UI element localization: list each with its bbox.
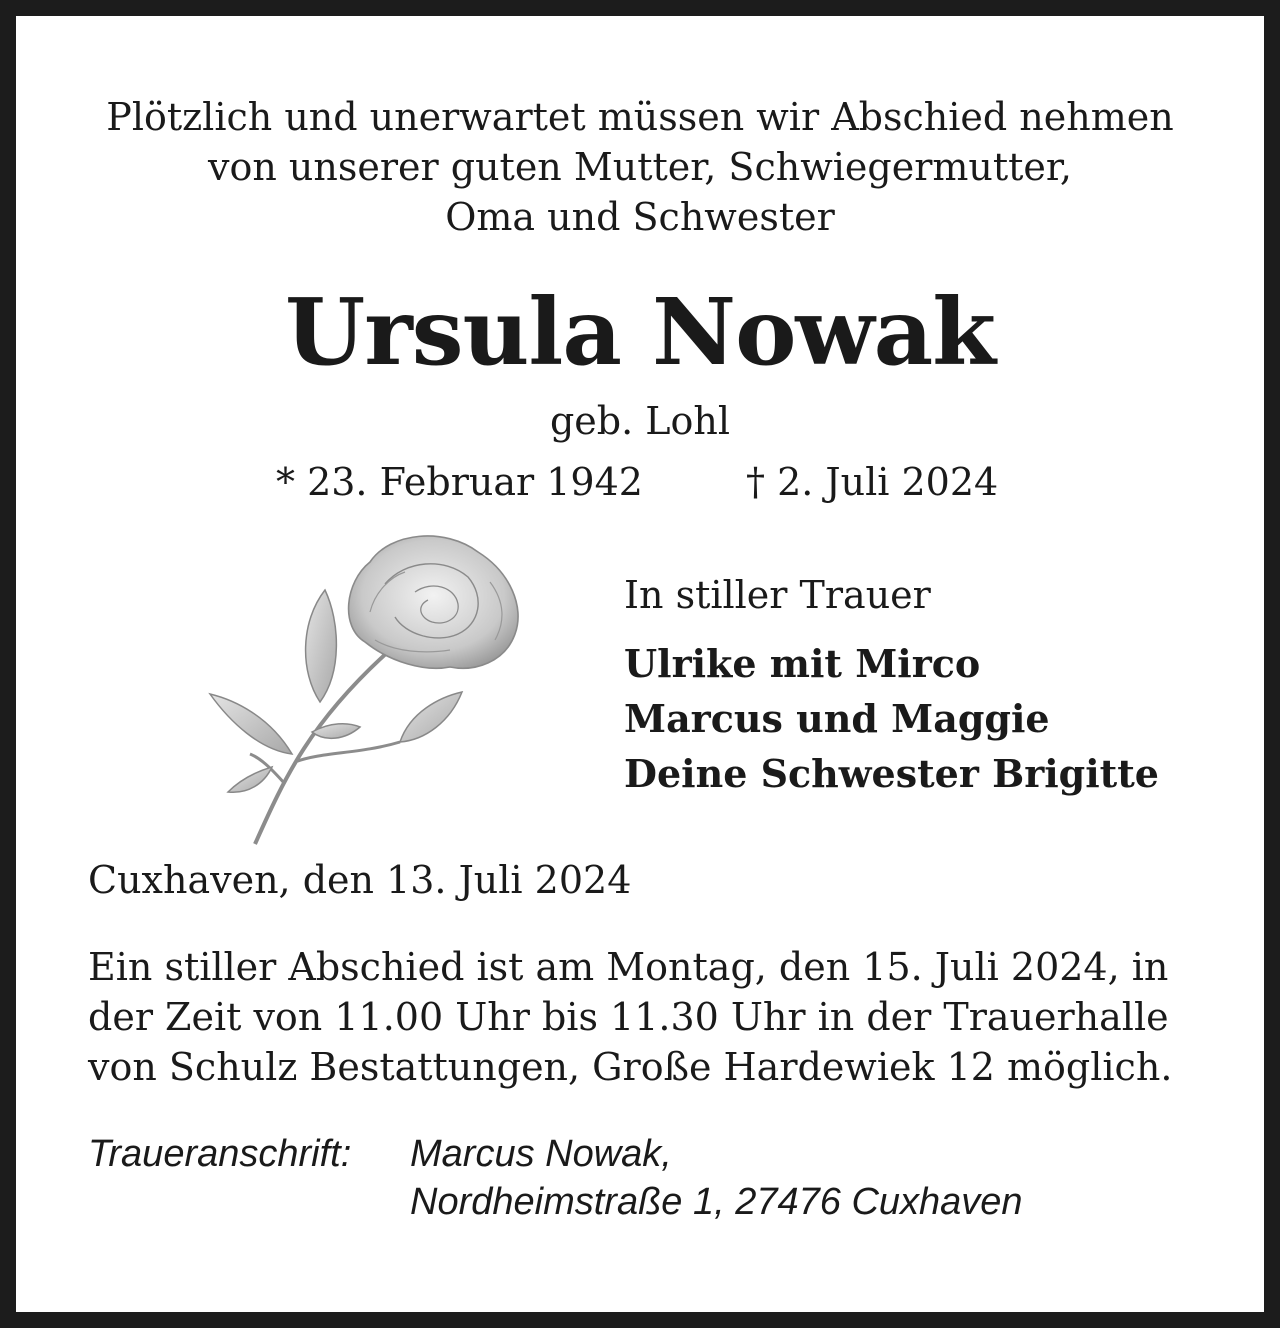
mourner-name: Marcus und Maggie	[624, 696, 1050, 741]
address-lines	[410, 1130, 1023, 1226]
farewell-line: von Schulz Bestattungen, Große Hardewiek 12 möglich.	[88, 1045, 1173, 1089]
address-line: Marcus Nowak,	[410, 1133, 672, 1175]
place-date: Cuxhaven, den 13. Juli 2024	[88, 858, 632, 902]
address-line: Nordheimstraße 1, 27476 Cuxhaven	[410, 1181, 1023, 1223]
birth-date: * 23. Februar 1942	[276, 460, 643, 504]
death-date: † 2. Juli 2024	[746, 460, 999, 504]
deceased-name: Ursula Nowak	[285, 278, 995, 386]
farewell-line: Ein stiller Abschied ist am Montag, den 15. Juli 2024, in	[88, 945, 1169, 989]
mourner-list	[624, 636, 1159, 801]
intro-line: von unserer guten Mutter, Schwiegermutter,	[208, 145, 1072, 189]
maiden-name: geb. Lohl	[549, 399, 731, 443]
intro-line: Oma und Schwester	[445, 195, 835, 239]
farewell-line: der Zeit von 11.00 Uhr bis 11.30 Uhr in der Trauerhalle	[88, 995, 1169, 1039]
mourning-block	[624, 570, 1159, 801]
mourning-lead: In stiller Trauer	[624, 573, 931, 617]
address-label: Traueranschrift:	[88, 1133, 352, 1175]
intro-line: Plötzlich und unerwartet müssen wir Abschied nehmen	[106, 95, 1174, 139]
mourner-name: Deine Schwester Brigitte	[624, 751, 1159, 796]
farewell-notice	[88, 942, 1172, 1092]
rose-icon	[200, 522, 540, 852]
life-dates	[0, 457, 1280, 507]
mourner-name: Ulrike mit Mirco	[624, 641, 981, 686]
intro-text	[40, 92, 1240, 242]
